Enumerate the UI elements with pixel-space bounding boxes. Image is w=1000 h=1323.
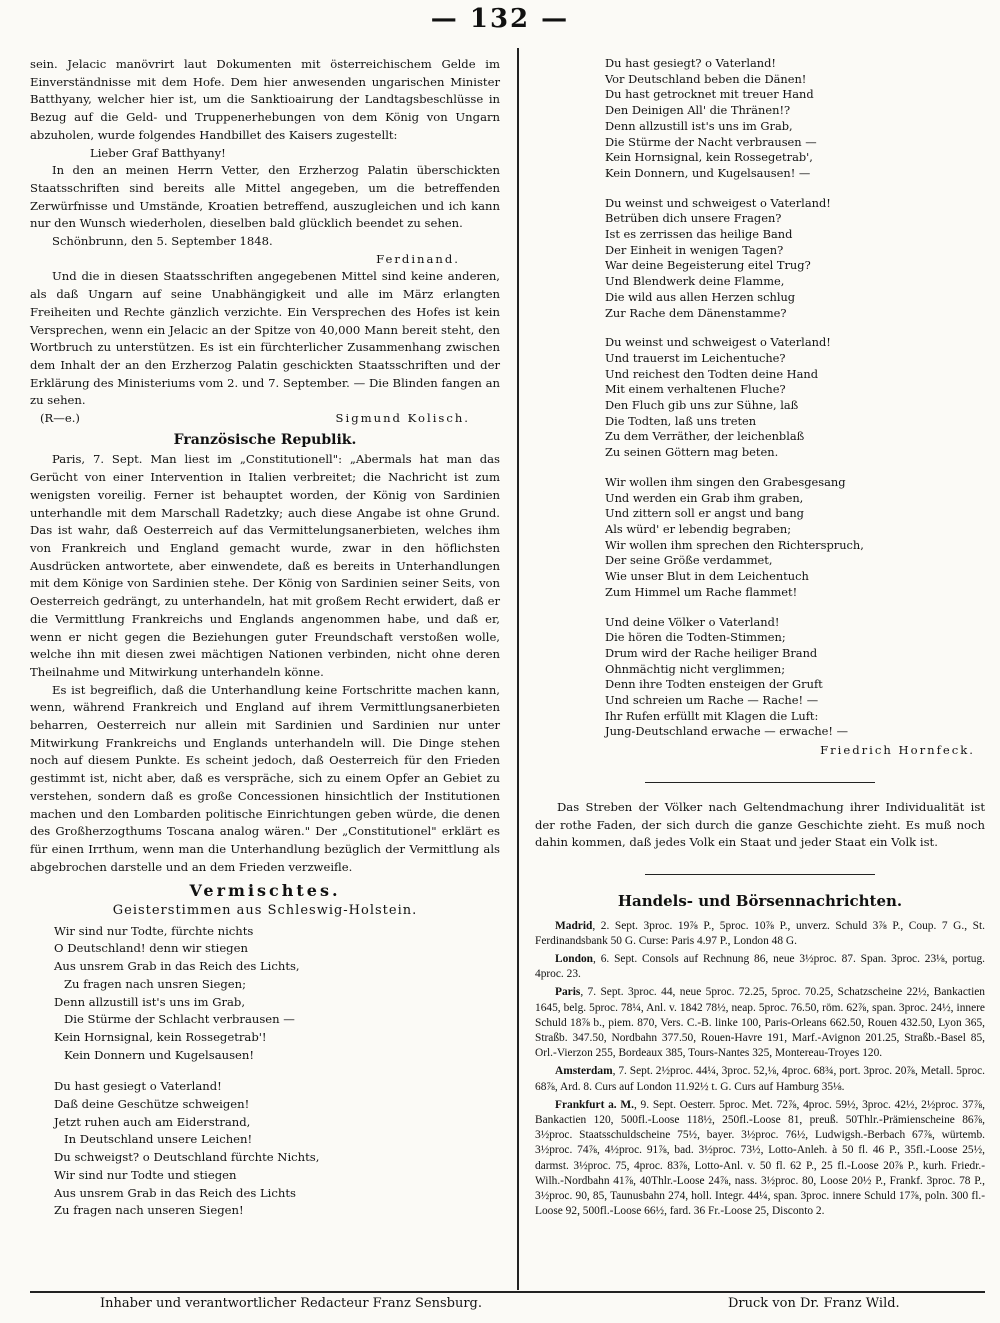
poem-line: Zum Himmel um Rache flammet! [605, 584, 798, 599]
poem-line: Daß deine Geschütze schweigen! [54, 1097, 250, 1112]
poem-line: Und schreien um Rache — Rache! — [605, 693, 819, 708]
market-entry [535, 985, 985, 1061]
article-paragraph: Es ist begreiflich, daß die Unterhandlung keine Fortschritte machen kann, wenn, während Frankreich und England auf ihrem Vermittlungsanerbieten beharren, Oesterreich nur allein mit Sardinien und Sardinien nur unter Mitwirkung Frankreichs und Englands unterhandeln will. Die Dinge stehen noch auf diesem Punkte. Es scheint jedoch, daß Oesterreich für den Frieden gestimmt ist, nicht aber, daß es verspräche, sich zu einem Opfer an Gebiet zu verstehen, sondern daß es große Concessionen hinsichtlich der Institutionen machen und den Lombarden politische Einrichtungen geben würde, die denen des Großherzogthums Toscana analog wären." Der „Constitutionel" erklärt es für einen Irrthum, wenn man die Unterhandlung bezüglich der Vermittlung als abgebrochen darstelle und an dem Frieden verzweifle. [30, 682, 500, 874]
signature: Ferdinand. [376, 251, 460, 266]
poem-line: Der seine Größe verdammet, [605, 553, 773, 568]
footer-editor: Inhaber und verantwortlicher Redacteur Franz Sensburg. [100, 1296, 483, 1311]
poem-line: Jung-Deutschland erwache — erwache! — [605, 724, 848, 739]
poem-line: Die wild aus allen Herzen schlug [605, 289, 796, 304]
poem-line: Drum wird der Rache heiliger Brand [605, 645, 818, 660]
poem-line: Den Fluch gib uns zur Sühne, laß [605, 398, 799, 413]
poem-title: Geisterstimmen aus Schleswig-Holstein. [112, 903, 418, 919]
poem-line: War deine Begeisterung eitel Trug? [605, 258, 811, 273]
right-column [535, 56, 985, 1223]
poem-line: Und werden ein Grab ihm graben, [605, 490, 804, 505]
poem-stanza-5 [605, 335, 985, 461]
poem-line: Die Todten, laß uns treten [605, 413, 757, 428]
separator-rule [645, 874, 875, 875]
place-date: Schönbrunn, den 5. September 1848. [52, 234, 273, 249]
poem-line: Ist es zerrissen das heilige Band [605, 227, 793, 242]
poem-line: Du weinst und schweigest o Vaterland! [605, 335, 831, 350]
poem-line: Zu fragen nach unseren Siegen! [54, 1203, 244, 1218]
salutation: Lieber Graf Batthyany! [90, 145, 226, 160]
poem-line: Und zittern soll er angst und bang [605, 506, 804, 521]
poem-stanza-1 [54, 923, 500, 1065]
footer-rule [30, 1291, 985, 1293]
poem-line: Du hast gesiegt? o Vaterland! [605, 56, 776, 70]
poem-line: Und reichest den Todten deine Hand [605, 366, 819, 381]
poem-line: Aus unsrem Grab in das Reich des Lichts, [54, 959, 300, 974]
byline-right: Sigmund Kolisch. [335, 411, 470, 426]
poem-line: Kein Hornsignal, kein Rossegetrab', [605, 150, 813, 165]
poem-line: Wir wollen ihm sprechen den Richterspruch, [605, 537, 864, 552]
market-place: Madrid [555, 919, 593, 932]
poem-stanza-3 [605, 56, 985, 182]
market-entry [535, 952, 985, 982]
market-entry [535, 1064, 985, 1094]
article-paragraph: Und die in diesen Staatsschriften angegebenen Mittel sind keine anderen, als daß Ungarn auf seine Unabhängigkeit und alle im März erlangten Freiheiten und Rechte gänzlich verzichte. Ein Versprechen des Hofes ist kein Versprechen, wenn ein Jelacic an der Spitze von 40,000 Mann bereit steht, den Wortbruch zu unterstützen. Es ist ein fürchterlicher Zusammenhang zwischen dem Inhalt der an den Erzherzog Palatin geschickten Staatsschriften und der Erklärung des Ministeriums vom 2. und 7. September. — Die Blinden fangen an zu sehen. [30, 269, 500, 408]
byline [30, 410, 500, 428]
poem-line: Ohnmächtig nicht verglimmen; [605, 661, 786, 676]
market-place: London [555, 953, 593, 966]
poem-line: O Deutschland! denn wir stiegen [54, 941, 248, 956]
poem-stanza-2 [54, 1078, 500, 1220]
poem-line: Zur Rache dem Dänenstamme? [605, 305, 787, 320]
poem-line: Den Deinigen All' die Thränen!? [605, 103, 791, 118]
market-news [535, 919, 985, 1220]
market-text: , 9. Sept. Oesterr. 5proc. Met. 72⅞, 4proc. 59½, 3proc. 42½, 2½proc. 37⅞, Bankactien 120, 500fl.-Loose 118½, 250fl.-Loose 81, preuß. 50Thlr.-Prämienscheine 86⅞, 3½proc. Staatsschuldscheine 75½, bayer. 3½proc. 76½, Ludwigsh.-Berbach 67⅞, würtemb. 3½proc. 74⅞, 4½proc. 91⅞, bad. 3½proc. 73½, Lotto-Anleh. à 50 fl. 46 P., 35fl.-Loose 25½, darmst. 3½proc. 75, 4proc. 83⅞, Lotto-Anl. v. 50 fl. 62 P., 25 fl.-Loose 20⅞ P., kurh. Friedr.-Wilh.-Nordbahn 41⅞, 40Thlr.-Loose 24⅞, nass. 3½proc. 80, Loose 20½ P., Frankf. 3proc. 78 P., 3½proc. 90, 85, Taunusbahn 274, holl. Integr. 44¼, span. 3proc. innere Schuld 17⅞, poln. 300 fl.-Loose 92, 500fl.-Loose 66½, fard. 36 Fr.-Loose 25, Disconto 2. [535, 1098, 985, 1218]
poem-line: Und trauerst im Leichentuche? [605, 350, 786, 365]
footer-printer: Druck von Dr. Franz Wild. [728, 1296, 900, 1311]
market-entry [535, 919, 985, 949]
poem-line: Denn allzustill ist's uns im Grab, [605, 118, 793, 133]
poem-line: Denn ihre Todten ensteigen der Gruft [605, 677, 823, 692]
market-place: Frankfurt a. M. [555, 1098, 634, 1111]
market-entry [535, 1098, 985, 1220]
poem-line: Mit einem verhaltenen Fluche? [605, 382, 786, 397]
byline-left: (R—e.) [40, 411, 80, 426]
poem-line: Als würd' er lebendig begraben; [605, 521, 792, 536]
left-column [30, 56, 500, 1220]
poem-line: Zu fragen nach unsren Siegen; [64, 976, 247, 991]
poem-stanza-4 [605, 196, 985, 322]
poem-stanza-6 [605, 475, 985, 601]
poem-line: Zu dem Verräther, der leichenblaß [605, 429, 805, 444]
poem-line: Wir sind nur Todte, fürchte nichts [54, 923, 254, 938]
heading-france: Französische Republik. [173, 431, 357, 448]
quote-paragraph: Das Streben der Völker nach Geltendmachung ihrer Individualität ist der rothe Faden, der sich durch die ganze Geschichte zieht. Es muß noch dahin kommen, daß jedes Volk ein Staat und jeder Staat ein Volk ist. [535, 799, 985, 850]
poem-line: Wir wollen ihm singen den Grabesgesang [605, 474, 846, 489]
market-text: , 6. Sept. Consols auf Rechnung 86, neue 3½proc. 87. Span. 3proc. 23⅛, portug. 4proc. 23. [535, 953, 985, 981]
poem-line: Du hast getrocknet mit treuer Hand [605, 87, 814, 102]
poem-line: Kein Donnern und Kugelsausen! [64, 1047, 255, 1062]
poem-line: Jetzt ruhen auch am Eiderstrand, [54, 1114, 251, 1129]
poem-stanza-7 [605, 615, 985, 741]
poem-line: Zu seinen Göttern mag beten. [605, 445, 779, 460]
poem-line: Die Stürme der Nacht verbrausen — [605, 134, 817, 149]
poem-line: Du weinst und schweigest o Vaterland! [605, 195, 831, 210]
separator-rule [645, 782, 875, 783]
poem-line: Kein Hornsignal, kein Rossegetrab'! [54, 1029, 267, 1044]
heading-misc: Vermischtes. [189, 881, 341, 901]
page-number: — 132 — [430, 4, 570, 34]
poem-line: Du schweigst? o Deutschland fürchte Nichts, [54, 1150, 320, 1165]
poem-line: Und Blendwerk deine Flamme, [605, 274, 785, 289]
poem-line: Betrüben dich unsere Fragen? [605, 211, 782, 226]
poem-line: In Deutschland unsere Leichen! [64, 1132, 253, 1147]
article-paragraph: In den an meinen Herrn Vetter, den Erzherzog Palatin überschickten Staatsschriften sind bereits alle Mittel angegeben, um die betreffenden Zerwürfnisse und Umstände, Kroatien betreffend, auszugleichen und ich kann nur den Wunsch wiederholen, dieselben bald glücklich beendet zu sehen. [30, 163, 500, 231]
poem-line: Wir sind nur Todte und stiegen [54, 1167, 237, 1182]
market-text: , 7. Sept. 3proc. 44, neue 5proc. 72.25, 5proc. 70.25, Schatzscheine 22½, Bankactien 1645, belg. 5proc. 78¼, Anl. v. 1842 78½, neap. 5proc. 76.50, röm. 62⅞, span. 3proc. 24½, innere Schuld 18⅞ b., piem. 870, Vers. C.-B. linke 100, Paris-Orleans 662.50, Rouen 432.50, Lyon 365, Straßb. 347.50, Nordbahn 377.50, Rouen-Havre 191, Marf.-Avignon 201.25, Straßb.-Basel 85, Orl.-Vierzon 255, Bordeaux 385, Tours-Nantes 325, Montereau-Troyes 120. [535, 986, 985, 1060]
poem-author: Friedrich Hornfeck. [820, 743, 975, 758]
column-divider [517, 48, 519, 1290]
poem-line: Aus unsrem Grab in das Reich des Lichts [54, 1185, 296, 1200]
poem-line: Der Einheit in wenigen Tagen? [605, 242, 784, 257]
poem-line: Du hast gesiegt o Vaterland! [54, 1079, 222, 1094]
poem-line: Die hören die Todten-Stimmen; [605, 630, 786, 645]
article-paragraph: Paris, 7. Sept. Man liest im „Constitutionell": „Abermals hat man das Gerücht von einer Intervention in Italien verbreitet; die Nachricht ist zum wenigsten voreilig. Ferner ist behauptet worden, der König von Sardinien unterhandle mit dem Marschall Radetzky; auch diese Angabe ist ohne Grund. Das ist wahr, daß Oesterreich auf das Vermittelungsanerbieten, welches ihm von Frankreich und England gemacht wurde, zwar in den höflichsten Ausdrücken antwortete, aber einwendete, daß es bereits in Unterhandlungen mit dem Könige von Sardinien stehe. Der König von Sardinien seiner Seits, von Oesterreich gedrängt, zu unterhandeln, hat mit großem Recht erwidert, daß er die Vermittlung Frankreichs und Englands angenommen habe, und daß er, wenn er nicht gegen die Beziehungen guter Freundschaft verstoßen wolle, welche ihn mit diesen zwei mächtigen Nationen verbinden, nicht ohne deren Theilnahme und Mitwirkung unterhandeln könne. [30, 452, 500, 679]
poem-line: Und deine Völker o Vaterland! [605, 614, 780, 629]
market-place: Amsterdam [555, 1065, 613, 1078]
market-place: Paris [555, 986, 581, 999]
poem-line: Ihr Rufen erfüllt mit Klagen die Luft: [605, 708, 819, 723]
poem-line: Die Stürme der Schlacht verbrausen — [64, 1012, 295, 1027]
heading-market: Handels- und Börsennachrichten. [617, 891, 903, 910]
poem-continuation [605, 56, 985, 740]
market-text: , 2. Sept. 3proc. 19⅞ P., 5proc. 10⅞ P., unverz. Schuld 3⅞ P., Coup. 7 G., St. Ferdinandsbank 50 G. Curse: Paris 4.97 P., London 48 G. [535, 919, 985, 947]
market-text: , 7. Sept. 2½proc. 44¼, 3proc. 52,⅛, 4proc. 68¾, port. 3proc. 20⅞, Metall. 5proc. 68⅞, Ard. 8. Curs auf London 11.92½ t. G. Curs auf Hamburg 35⅛. [535, 1065, 985, 1093]
poem-line: Wie unser Blut in dem Leichentuch [605, 569, 809, 584]
poem-line: Denn allzustill ist's uns im Grab, [54, 994, 246, 1009]
article-paragraph: sein. Jelacic manövrirt laut Dokumenten mit österreichischem Gelde im Einverständnisse mit dem Hofe. Dem hier anwesenden ungarischen Minister Batthyany, welcher hier ist, um die Sanktioairung der Landtagsbeschlüsse in Bezug auf die Geld- und Truppenerhebungen von dem König von Ungarn abzuholen, wurde folgendes Handbillet des Kaisers zugestellt: [30, 57, 500, 142]
poem-line: Vor Deutschland beben die Dänen! [605, 71, 807, 86]
poem-line: Kein Donnern, und Kugelsausen! — [605, 165, 811, 180]
